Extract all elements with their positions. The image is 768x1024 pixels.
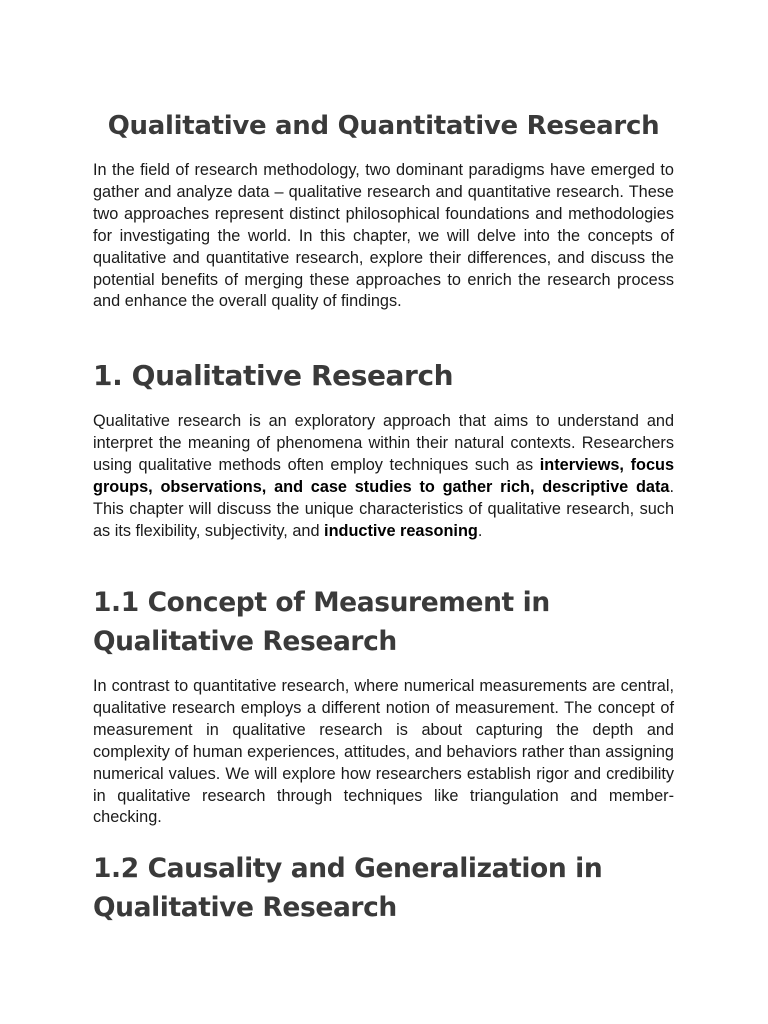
section-1-bold-techniques: interviews, focus groups, observations, and case studies to gather rich, descriptive data xyxy=(93,455,674,496)
section-1-2-heading: 1.2 Causality and Generalization in Qualitative Research xyxy=(93,853,603,923)
intro-paragraph: In the field of research methodology, two dominant paradigms have emerged to gather and analyze data – qualitative research and quantitative research. These two approaches represent distinct philosophical foundations and methodologies for investigating the world. In this chapter, we will delve into the concepts of qualitative and quantitative research, explore their differences, and discuss the potential benefits of merging these approaches to enrich the research process and enhance the overall quality of findings. xyxy=(93,161,674,311)
section-1-text-part3: . xyxy=(477,521,483,540)
section-1-text-part2: . This chapter will discuss the unique characteristics of qualitative research, such as its flexibility, subjectivity, and xyxy=(93,477,674,540)
section-1-bold-inductive: inductive reasoning xyxy=(324,521,478,540)
section-1-1-paragraph: In contrast to quantitative research, where numerical measurements are central, qualitative research employs a different notion of measurement. The concept of measurement in qualitative research is about capturing the depth and complexity of human experiences, attitudes, and behaviors rather than assigning numerical values. We will explore how researchers establish rigor and credibility in qualitative research through techniques like triangulation and member-checking. xyxy=(93,677,674,827)
section-1-paragraph xyxy=(93,411,674,542)
document-title: Qualitative and Quantitative Research xyxy=(107,111,660,141)
section-1-text-part1: Qualitative research is an exploratory approach that aims to understand and interpret the meaning of phenomena within their natural contexts. Researchers using qualitative methods often employ techniques such as xyxy=(93,412,674,474)
section-1-1-heading: 1.1 Concept of Measurement in Qualitative Research xyxy=(93,587,550,657)
section-1-heading: 1. Qualitative Research xyxy=(93,359,454,392)
